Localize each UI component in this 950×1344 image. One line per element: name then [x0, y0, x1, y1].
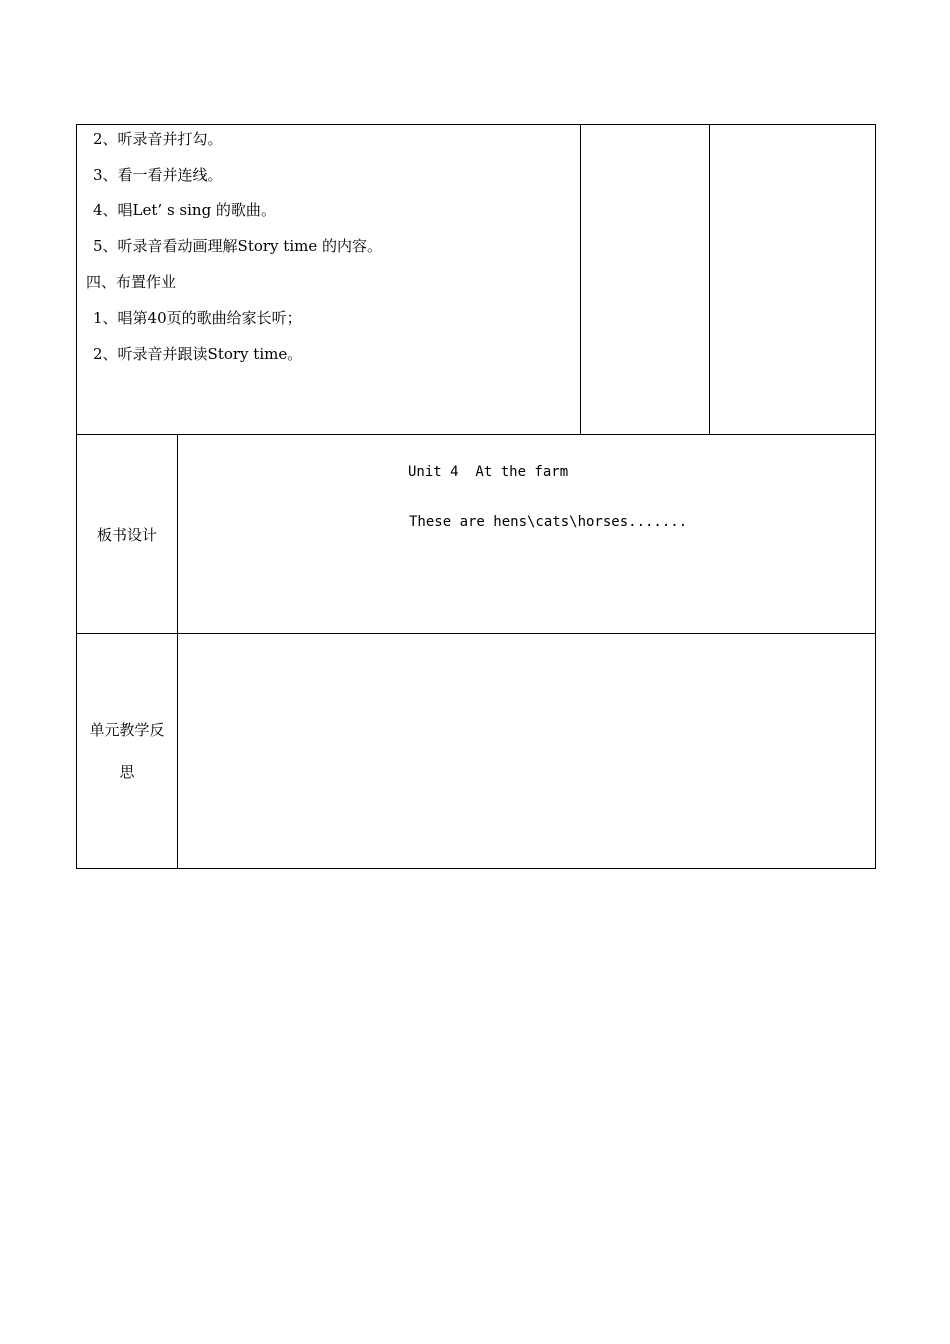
- board-design-row: [77, 435, 876, 633]
- step-line: 2、听录音并跟读Story time。: [93, 345, 303, 363]
- board-sentence: These are hens\cats\horses.......: [409, 514, 688, 531]
- board-design-label-cell: [77, 435, 178, 633]
- step-line: 5、听录音看动画理解Story time 的内容。: [93, 237, 382, 255]
- empty-column-cell: [581, 125, 710, 435]
- reflection-label-line: 思: [119, 762, 135, 781]
- reflection-label-cell: [77, 633, 178, 868]
- board-design-label: 板书设计: [96, 525, 157, 544]
- reflection-label-line: 单元教学反: [89, 720, 165, 739]
- board-design-content-cell: [178, 435, 876, 633]
- teaching-steps-cell: [77, 125, 581, 435]
- empty-column-cell: [710, 125, 876, 435]
- step-line: 4、唱Let’ s sing 的歌曲。: [93, 201, 276, 219]
- teaching-steps-row: [77, 125, 876, 435]
- reflection-content-cell[interactable]: [178, 633, 876, 868]
- step-line: 1、唱第40页的歌曲给家长听；: [93, 309, 302, 327]
- step-line: 3、看一看并连线。: [93, 166, 223, 184]
- homework-heading: 四、布置作业: [86, 273, 177, 291]
- lesson-plan-table: [76, 124, 876, 869]
- board-title: Unit 4 At the farm: [408, 464, 569, 481]
- step-line: 2、听录音并打勾。: [93, 130, 223, 148]
- reflection-row: [77, 633, 876, 868]
- reflection-label: [77, 709, 177, 793]
